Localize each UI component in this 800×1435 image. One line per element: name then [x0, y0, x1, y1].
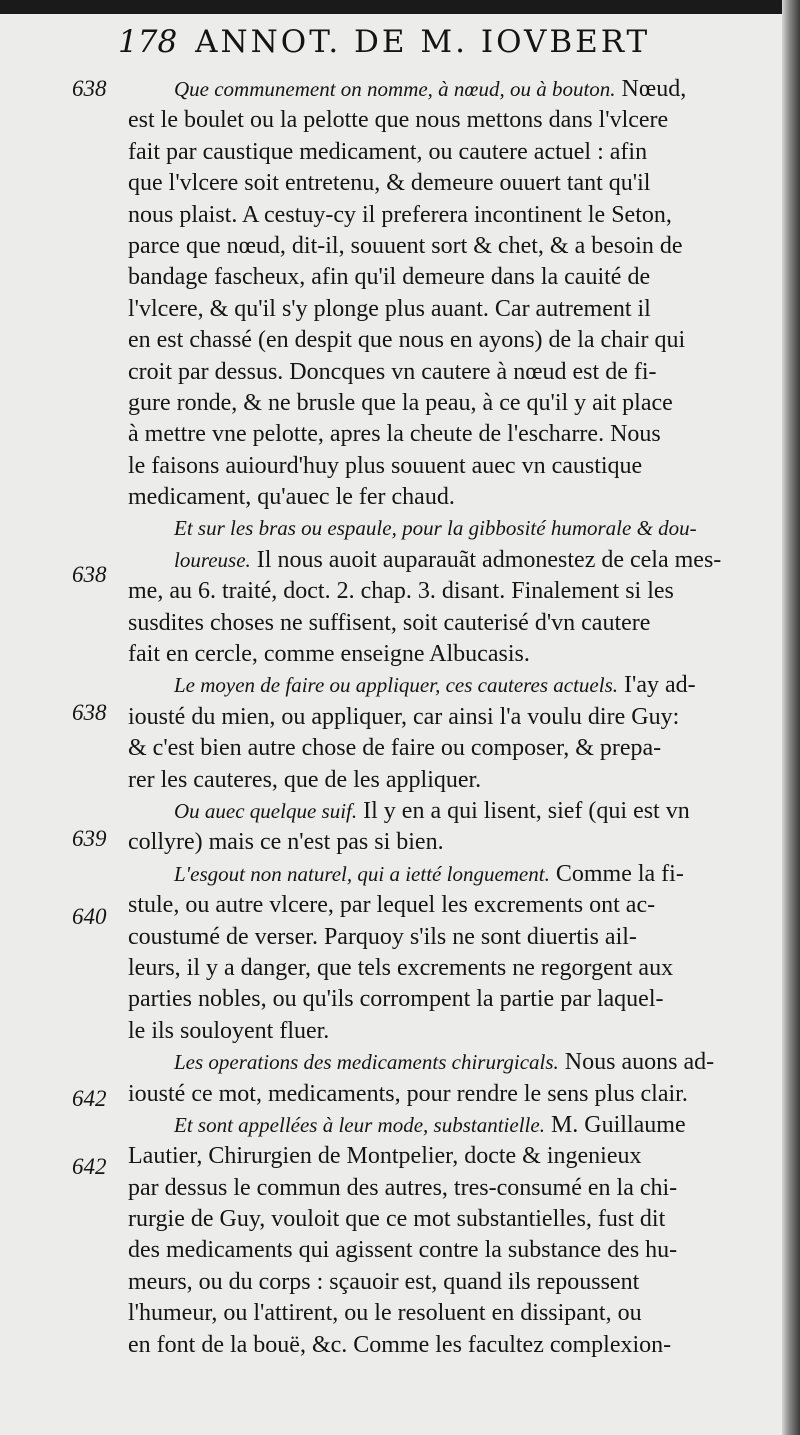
text-line	[128, 796, 768, 827]
commentary-text: en font de la bouë, &c. Comme les facultez complexion-	[128, 1331, 672, 1358]
commentary-text: des medicaments qui agissent contre la substance des hu-	[128, 1237, 678, 1264]
text-line	[128, 419, 768, 450]
text-line	[128, 200, 768, 231]
commentary-text: croit par dessus. Doncques vn cautere à nœud est de fi-	[128, 358, 657, 385]
commentary-text: le ils souloyent fluer.	[128, 1017, 330, 1044]
text-line	[128, 513, 768, 544]
text-line	[128, 922, 768, 953]
text-line	[128, 576, 768, 607]
commentary-text: fait en cercle, comme enseigne Albucasis.	[128, 641, 530, 668]
text-line	[128, 262, 768, 293]
text-line	[128, 74, 768, 105]
commentary-text: rer les cauteres, que de les appliquer.	[128, 766, 482, 793]
text-line	[128, 859, 768, 890]
text-line	[128, 1298, 768, 1329]
commentary-text: parce que nœud, dit-il, souuent sort & chet, & a besoin de	[128, 232, 683, 259]
margin-number: 640	[72, 904, 107, 929]
running-header	[118, 24, 738, 64]
text-line	[128, 608, 768, 639]
text-line	[128, 1047, 768, 1078]
commentary-text: bandage fascheux, afin qu'il demeure dans la cauité de	[128, 264, 651, 291]
text-line	[128, 1173, 768, 1204]
text-line	[128, 890, 768, 921]
commentary-text: M. Guillaume	[544, 1111, 686, 1138]
text-line	[128, 733, 768, 764]
commentary-text: leurs, il y a danger, que tels excrements ne regorgent aux	[128, 954, 674, 981]
scan-top-border	[0, 0, 800, 14]
text-line	[128, 827, 768, 858]
text-line	[128, 294, 768, 325]
text-line	[128, 1141, 768, 1172]
commentary-text: en est chassé (en despit que nous en ayons) de la chair qui	[128, 327, 686, 354]
commentary-text: Nous auons ad-	[558, 1049, 715, 1076]
commentary-text: susdites choses ne suffisent, soit cauterisé d'vn cautere	[128, 609, 651, 636]
text-line	[128, 105, 768, 136]
commentary-text: Nœud,	[615, 76, 687, 102]
commentary-text: Il nous auoit auparauãt admonestez de cela mes-	[250, 546, 722, 573]
commentary-text: collyre) mais ce n'est pas si bien.	[128, 829, 444, 856]
commentary-text: me, au 6. traité, doct. 2. chap. 3. disant. Finalement si les	[128, 578, 674, 605]
text-line	[128, 670, 768, 701]
text-line	[128, 482, 768, 513]
commentary-text: l'vlcere, & qu'il s'y plonge plus auant. Car autrement il	[128, 295, 651, 322]
commentary-text: gure ronde, & ne brusle que la peau, à ce qu'il y ait place	[128, 389, 673, 416]
commentary-text: stule, ou autre vlcere, par lequel les excrements ont ac-	[128, 892, 656, 919]
commentary-text: & c'est bien autre chose de faire ou composer, & prepa-	[128, 735, 662, 762]
text-line	[128, 639, 768, 670]
text-line	[128, 1079, 768, 1110]
text-line	[128, 357, 768, 388]
lemma-italic: Que communement on nomme, à nœud, ou à bouton.	[174, 77, 616, 101]
lemma-italic: Et sur les bras ou espaule, pour la gibbosité humorale & dou-	[174, 516, 697, 541]
commentary-text: coustumé de verser. Parquoy s'ils ne sont diuertis ail-	[128, 923, 637, 950]
commentary-text: I'ay ad-	[618, 672, 696, 699]
text-line	[128, 1267, 768, 1298]
text-line	[128, 984, 768, 1015]
margin-number: 639	[72, 826, 107, 851]
text-line	[128, 1330, 768, 1361]
margin-number: 638	[72, 562, 107, 587]
text-line	[128, 702, 768, 733]
text-line	[128, 765, 768, 796]
commentary-text: Comme la fi-	[549, 860, 684, 887]
commentary-text: rurgie de Guy, vouloit que ce mot substantielles, fust dit	[128, 1206, 666, 1233]
running-title: ANNOT. DE M. IOVBERT	[195, 24, 651, 60]
lemma-italic: Le moyen de faire ou appliquer, ces cauteres actuels.	[174, 673, 619, 698]
lemma-italic: Ou auec quelque suif.	[174, 798, 358, 823]
commentary-text: meurs, ou du corps : sçauoir est, quand ils repoussent	[128, 1268, 640, 1295]
commentary-text: iousté du mien, ou appliquer, car ainsi l'a voulu dire Guy:	[128, 703, 680, 730]
page-edge-shadow	[782, 0, 800, 1435]
text-line	[128, 1235, 768, 1266]
text-line	[128, 137, 768, 168]
lemma-italic: L'esgout non naturel, qui a ietté longuement.	[174, 861, 550, 886]
commentary-text: l'humeur, ou l'attirent, ou le resoluent en dissipant, ou	[128, 1300, 642, 1327]
body-text	[128, 74, 768, 1361]
commentary-text: par dessus le commun des autres, tres-consumé en la chi-	[128, 1174, 678, 1201]
margin-number: 638	[72, 76, 107, 101]
commentary-text: le faisons auiourd'huy plus souuent auec vn caustique	[128, 452, 643, 479]
lemma-italic: Et sont appellées à leur mode, substantielle.	[174, 1112, 545, 1137]
text-line	[128, 1204, 768, 1235]
commentary-text: à mettre vne pelotte, apres la cheute de l'escharre. Nous	[128, 421, 661, 448]
text-line	[128, 325, 768, 356]
text-line	[128, 953, 768, 984]
text-line	[128, 545, 768, 576]
lemma-italic: Les operations des medicaments chirurgicals.	[174, 1050, 559, 1075]
commentary-text: fait par caustique medicament, ou cautere actuel : afin	[128, 138, 648, 165]
text-line	[128, 1016, 768, 1047]
text-line	[128, 168, 768, 199]
text-line	[128, 1110, 768, 1141]
commentary-text: Lautier, Chirurgien de Montpelier, docte & ingenieux	[128, 1143, 642, 1170]
lemma-italic: loureuse.	[174, 547, 251, 572]
commentary-text: Il y en a qui lisent, sief (qui est vn	[357, 797, 690, 824]
commentary-text: parties nobles, ou qu'ils corrompent la partie par laquel-	[128, 986, 664, 1013]
text-line	[128, 451, 768, 482]
commentary-text: medicament, qu'auec le fer chaud.	[128, 484, 455, 511]
margin-number: 638	[72, 700, 107, 725]
text-line	[128, 388, 768, 419]
commentary-text: nous plaist. A cestuy-cy il preferera incontinent le Seton,	[128, 201, 672, 228]
commentary-text: iousté ce mot, medicaments, pour rendre le sens plus clair.	[128, 1080, 688, 1107]
commentary-text: est le boulet ou la pelotte que nous mettons dans l'vlcere	[128, 107, 669, 134]
page-number: 178	[118, 24, 178, 60]
commentary-text: que l'vlcere soit entretenu, & demeure ouuert tant qu'il	[128, 170, 651, 197]
text-line	[128, 231, 768, 262]
margin-number: 642	[72, 1086, 107, 1111]
margin-number: 642	[72, 1154, 107, 1179]
